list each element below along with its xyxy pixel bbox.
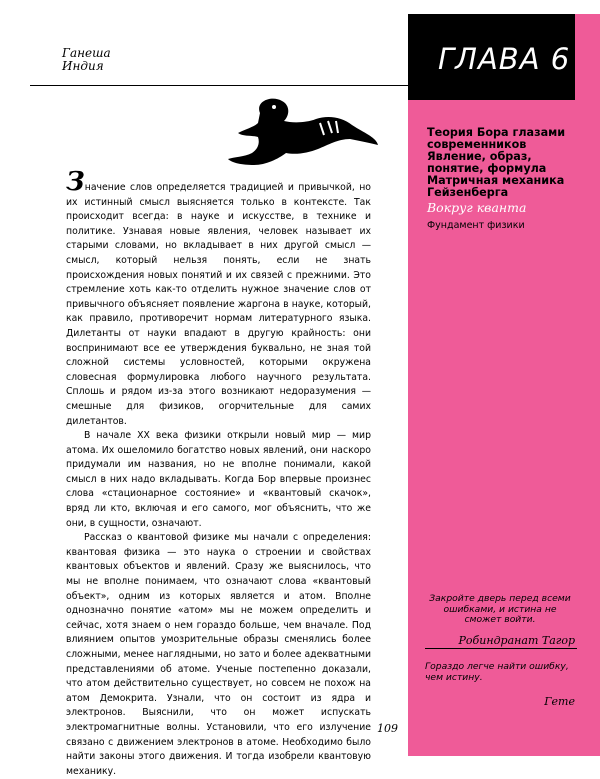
toc-current-section: Вокруг кванта [427, 200, 527, 215]
page-number: 109 [377, 722, 398, 735]
toc-subsection: Фундамент физики [427, 220, 525, 231]
quote-author: Робиндранат Тагор [458, 633, 575, 647]
running-head-line1: Ганеша [62, 46, 111, 60]
chapter-toc [427, 127, 577, 231]
quote-divider [425, 648, 577, 649]
quote-author: Гете [544, 695, 575, 708]
header-rule [30, 85, 408, 86]
quote-text: Закройте дверь перед всеми ошибками, и истина не сможет войти. [429, 593, 571, 625]
paragraph: Рассказ о квантовой физике мы начали с определения: квантовая физика — это наука о строении и свойствах квантовых объектов и явлений. Сразу же выяснилось, что мы не вполне понимаем, что означают слова «квантовый объект», одним из которых является и атом. Вполне однозначно понятие «атом» мы не можем определить и сейчас, хотя знаем о нем гораздо больше, чем вначале. Под влиянием опытов умозрительные образы сменялись более сложными, менее наглядными, но зато и более адекватными представлениями об атоме. Ученые постепенно доказали, что атом действительно существует, но совсем не похож на атом Демокрита. Узнали, что он состоит из ядра и электронов. Выяснили, что он может испускать электромагнитные волны. Установили, что его излучение связано с движением электронов в атоме. Необходимо было найти законы этого движения. И тогда изобрели квантовую механику. [66, 532, 371, 777]
running-head-line2: Индия [62, 59, 104, 73]
paragraph [66, 167, 371, 429]
paragraph: В начале XX века физики открыли новый мир — мир атома. Их ошеломило богатство новых явлений, они наскоро придумали им названия, но не вполне понимали, какой смысл в них надо вкладывать. Когда Бор впервые произнес слова «стационарное состояние» и «квантовый скачок», вряд ли кто, включая и его самого, мог объяснить, что же они, в сущности, означают. [66, 430, 371, 529]
toc-item: Матричная механика Гейзенберга [427, 174, 565, 199]
paragraph-text: начение слов определяется традицией и привычкой, но их истинный смысл выясняется только в контексте. Так происходит всегда: в науке и искусстве, в технике и политике. Узнавая новые явления, человек называет их старыми словами, но вкладывает в них другой смысл — смысл, который нельзя понять, если не знать происхождения новых понятий и их связей с прежними. Это стремление хоть как-то отделить нужное значение слов от привычного объясняет появление жаргона в науке, который, как правило, противоречит нормам литературного языка. Дилетанты от науки впадают в другую крайность: они воспринимают все ее утверждения буквально, не зная той сложной системы условностей, которыми окружена словесная формулировка любого научного результата. Сплошь и рядом из-за этого возникают недоразумения — смешные для физиков, огорчительные для самих дилетантов. [66, 182, 371, 427]
toc-item: Явление, образ, понятие, формула [427, 150, 547, 175]
epigraph-tagore [425, 594, 575, 647]
toc-item: Теория Бора глазами современников [427, 126, 566, 151]
drop-cap: З [66, 167, 85, 197]
epigraph-goethe [425, 662, 575, 708]
running-head [62, 47, 111, 73]
quote-text: Гораздо легче найти ошибку, чем истину. [425, 661, 569, 683]
main-text [66, 167, 371, 779]
ganesha-silhouette-icon [220, 93, 380, 178]
chapter-title: ГЛАВА 6 [438, 42, 571, 76]
